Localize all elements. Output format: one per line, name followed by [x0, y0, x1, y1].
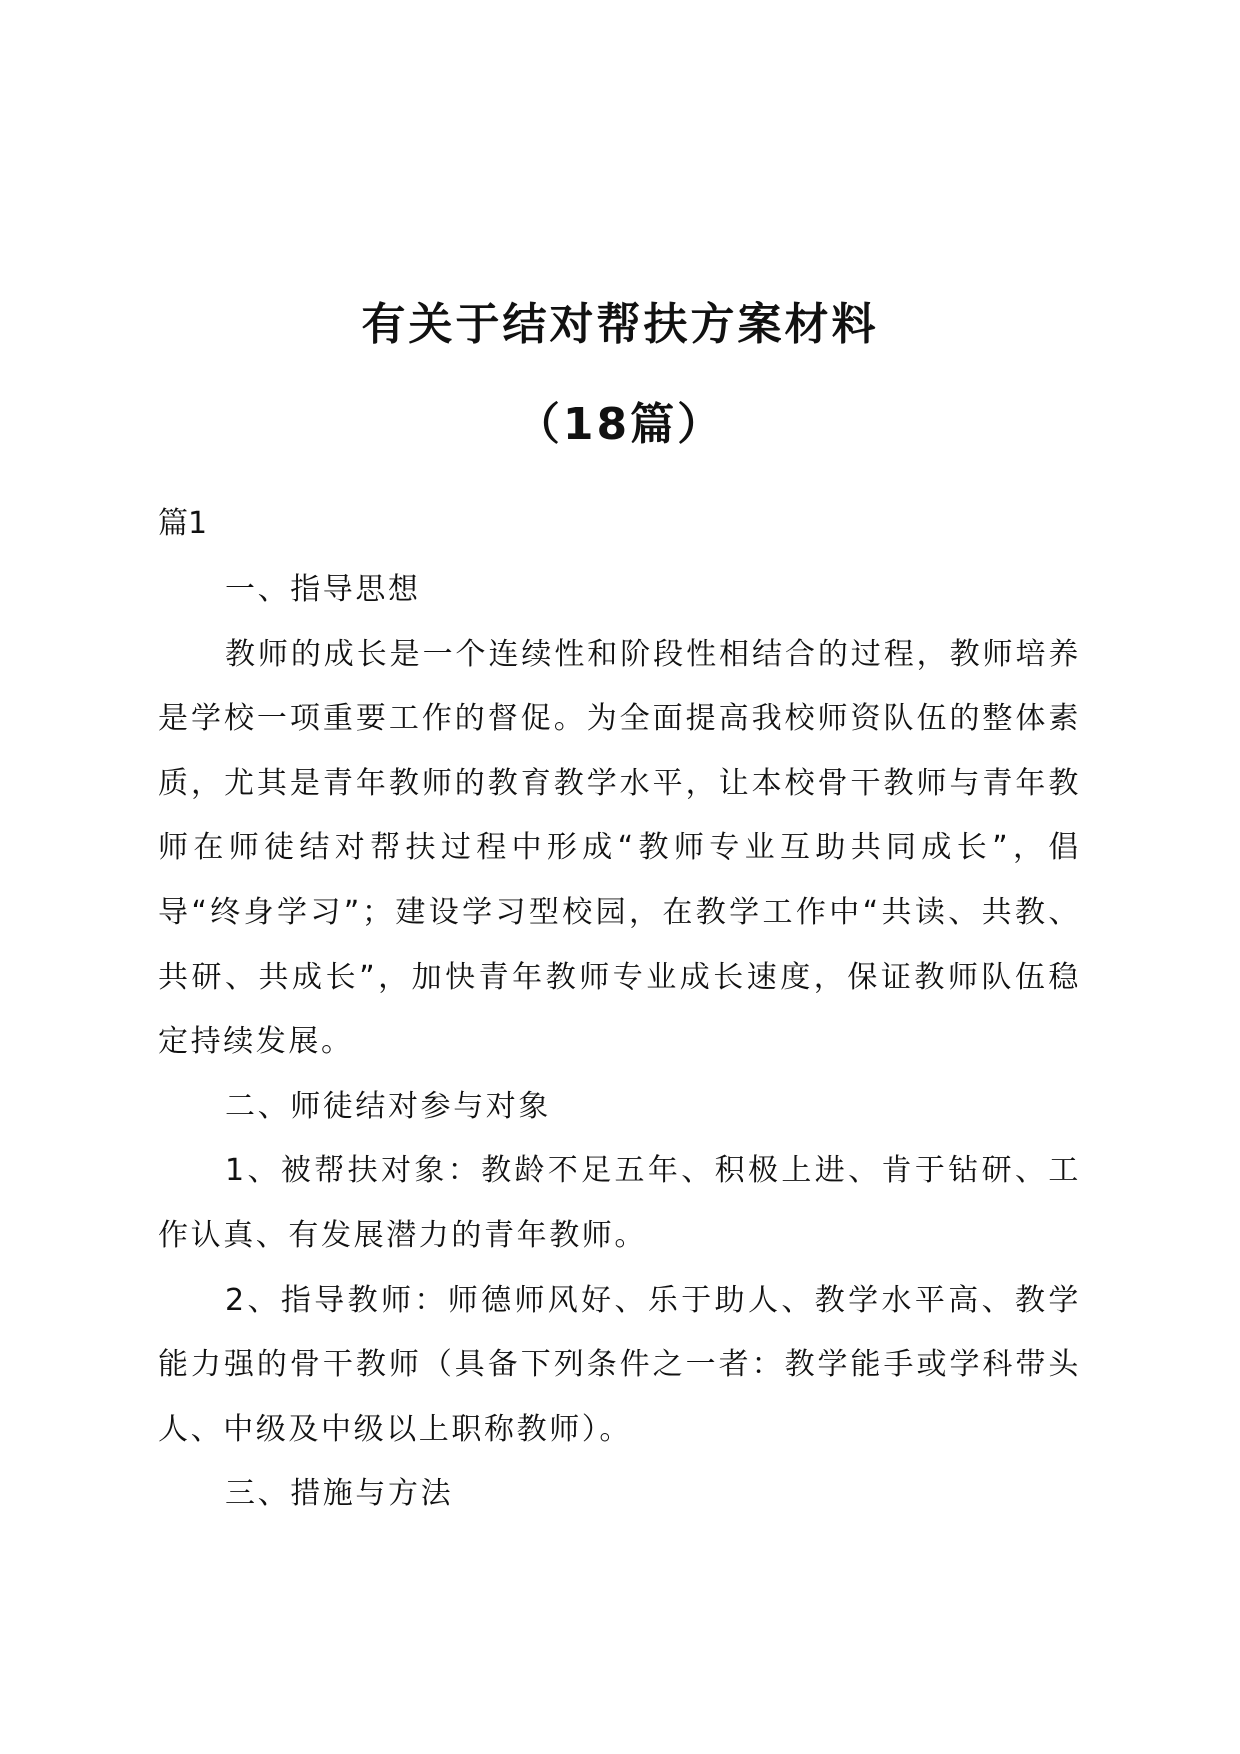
chapter-label: 篇1 — [158, 506, 208, 541]
document-subtitle: （18篇） — [515, 399, 725, 450]
document-title: 有关于结对帮扶方案材料 — [361, 299, 879, 350]
list-item-mentor: 2、指导教师：师德师风好、乐于助人、教学水平高、教学能力强的骨干教师（具备下列条件之一者：教学能手或学科带头人、中级及中级以上职称教师）。 — [158, 1282, 1081, 1447]
list-item-mentee: 1、被帮扶对象：教龄不足五年、积极上进、肯于钻研、工作认真、有发展潜力的青年教师。 — [158, 1153, 1081, 1253]
section-heading-guiding-ideology: 一、指导思想 — [225, 572, 421, 607]
document-body — [158, 558, 1081, 1527]
section-heading-participants: 二、师徒结对参与对象 — [225, 1088, 551, 1124]
body-paragraph: 教师的成长是一个连续性和阶段性相结合的过程，教师培养是学校一项重要工作的督促。为全面提高我校师资队伍的整体素质，尤其是青年教师的教育教学水平，让本校骨干教师与青年教师在师徒结对帮扶过程中形成“教师专业互助共同成长”，倡导“终身学习”；建设学习型校园，在教学工作中“共读、共教、共研、共成长”，加快青年教师专业成长速度，保证教师队伍稳定持续发展。 — [158, 636, 1081, 1060]
section-heading-measures: 三、措施与方法 — [225, 1476, 454, 1512]
